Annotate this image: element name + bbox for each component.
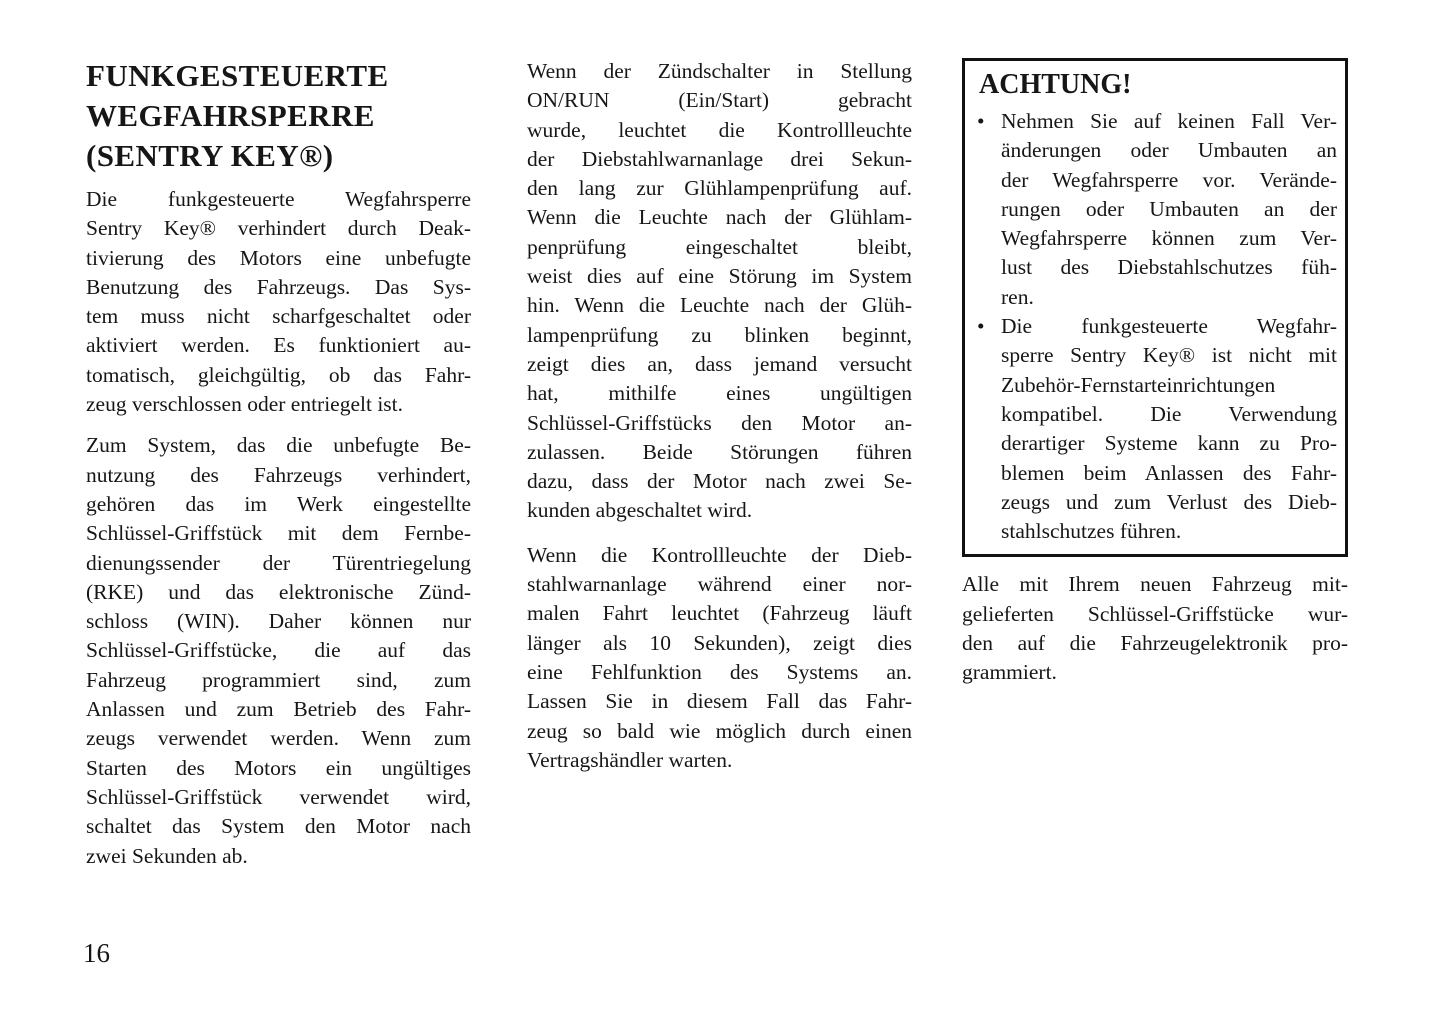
text-line: den lang zur Glühlampenprüfung auf. — [527, 176, 912, 201]
text-line: kunden abgeschaltet wird. — [527, 498, 753, 523]
text-line: nutzung des Fahrzeugs verhindert, — [86, 462, 471, 487]
text-line: änderungen oder Umbauten an — [1001, 138, 1337, 163]
column-left — [86, 56, 471, 871]
text-line: gehören das im Werk eingestellte — [86, 491, 471, 516]
text-line: aktiviert werden. Es funktioniert au- — [86, 333, 471, 358]
paragraph — [527, 57, 912, 526]
text-line: Zubehör-Fernstarteinrichtungen — [1001, 372, 1276, 397]
text-line: wurde, leuchtet die Kontrollleuchte — [527, 117, 912, 142]
text-line: hat, mithilfe eines ungültigen — [527, 381, 912, 406]
text-line: tem muss nicht scharfgeschaltet oder — [86, 304, 471, 329]
text-line: eine Fehlfunktion des Systems an. — [527, 659, 912, 684]
text-line: Fahrzeug programmiert sind, zum — [86, 667, 471, 692]
bullet-marker-icon: • — [977, 109, 985, 133]
text-line: penprüfung eingeschaltet bleibt, — [527, 234, 912, 259]
bullet-text — [1001, 312, 1337, 546]
text-line: zulassen. Beide Störungen führen — [527, 439, 912, 464]
text-line: Sentry Key® verhindert durch Deak- — [86, 216, 471, 241]
text-line: weist dies auf eine Störung im System — [527, 264, 912, 289]
text-line: malen Fahrt leuchtet (Fahrzeug läuft — [527, 601, 912, 626]
text-line: (RKE) und das elektronische Zünd- — [86, 579, 471, 604]
text-line: zeugs verwendet werden. Wenn zum — [86, 726, 471, 751]
text-line: ren. — [1001, 284, 1034, 309]
text-line: gelieferten Schlüssel-Griffstücke wur- — [962, 601, 1348, 626]
text-line: länger als 10 Sekunden), zeigt dies — [527, 630, 912, 655]
paragraph — [86, 431, 471, 870]
text-line: ON/RUN (Ein/Start) gebracht — [527, 88, 912, 113]
text-line: hin. Wenn die Leuchte nach der Glüh- — [527, 293, 912, 318]
text-line: Die funkgesteuerte Wegfahrsperre — [86, 187, 471, 211]
page-number: 16 — [83, 938, 110, 968]
text-line: tivierung des Motors eine unbefugte — [86, 245, 471, 270]
text-line: kompatibel. Die Verwendung — [1001, 401, 1337, 426]
text-line: Die funkgesteuerte Wegfahr- — [1001, 314, 1337, 339]
text-line: lampenprüfung zu blinken beginnt, — [527, 322, 912, 347]
text-line: blemen beim Anlassen des Fahr- — [1001, 460, 1337, 485]
text-line: stahlwarnanlage während einer nor- — [527, 572, 912, 597]
text-line: sperre Sentry Key® ist nicht mit — [1001, 343, 1337, 368]
paragraph — [86, 185, 471, 419]
text-line: Starten des Motors ein ungültiges — [86, 755, 471, 780]
text-line: dienungssender der Türentriegelung — [86, 550, 471, 575]
bullet-text — [1001, 107, 1337, 312]
text-line: Schlüssel-Griffstücks den Motor an- — [527, 410, 912, 435]
section-title-line: WEGFAHRSPERRE — [86, 98, 375, 133]
text-line: Anlassen und zum Betrieb des Fahr- — [86, 697, 471, 722]
text-line: den auf die Fahrzeugelektronik pro- — [962, 631, 1348, 656]
text-line: Benutzung des Fahrzeugs. Das Sys- — [86, 274, 471, 299]
text-line: Alle mit Ihrem neuen Fahrzeug mit- — [962, 572, 1348, 597]
text-line: Wenn die Leuchte nach der Glühlam- — [527, 205, 912, 230]
text-line: Lassen Sie in diesem Fall das Fahr- — [527, 689, 912, 714]
text-line: zwei Sekunden ab. — [86, 843, 248, 868]
warning-box — [962, 58, 1348, 557]
text-line: grammiert. — [962, 660, 1057, 685]
text-line: der Diebstahlwarnanlage drei Sekun- — [527, 146, 912, 171]
text-line: Vertragshändler warten. — [527, 747, 733, 772]
text-line: Schlüssel-Griffstück mit dem Fernbe- — [86, 521, 471, 546]
bullet-marker-icon: • — [977, 314, 985, 339]
text-line: zeigt dies an, dass jemand versucht — [527, 351, 912, 376]
text-line: Schlüssel-Griffstücke, die auf das — [86, 638, 471, 663]
text-line: tomatisch, gleichgültig, ob das Fahr- — [86, 362, 471, 387]
text-line: schloss (WIN). Daher können nur — [86, 609, 471, 634]
text-line: zeug verschlossen oder entriegelt ist. — [86, 392, 404, 417]
text-line: dazu, dass der Motor nach zwei Se- — [527, 469, 912, 494]
text-line: rungen oder Umbauten an der — [1001, 196, 1337, 221]
paragraph — [527, 541, 912, 775]
text-line: der Wegfahrsperre vor. Verände- — [1001, 167, 1337, 192]
column-right — [962, 58, 1348, 688]
text-line: derartiger Systeme kann zu Pro- — [1001, 431, 1337, 456]
text-line: stahlschutzes führen. — [1001, 519, 1182, 544]
section-title — [86, 56, 471, 176]
section-title-line: FUNKGESTEUERTE — [86, 58, 389, 93]
text-line: Wenn der Zündschalter in Stellung — [527, 59, 912, 83]
text-line: lust des Diebstahlschutzes füh- — [1001, 255, 1337, 280]
text-line: schaltet das System den Motor nach — [86, 814, 471, 839]
text-line: Zum System, das die unbefugte Be- — [86, 433, 471, 458]
warning-title: ACHTUNG! — [979, 69, 1132, 100]
text-line: Nehmen Sie auf keinen Fall Ver- — [1001, 109, 1337, 133]
text-line: zeugs und zum Verlust des Dieb- — [1001, 489, 1337, 514]
bullet-item — [977, 312, 1337, 546]
bullet-item — [977, 107, 1337, 312]
text-line: Schlüssel-Griffstück verwendet wird, — [86, 784, 471, 809]
column-middle — [527, 57, 912, 775]
text-line: Wenn die Kontrollleuchte der Dieb- — [527, 542, 912, 567]
section-title-line: (SENTRY KEY®) — [86, 138, 334, 173]
text-line: zeug so bald wie möglich durch einen — [527, 718, 912, 743]
text-line: Wegfahrsperre können zum Ver- — [1001, 226, 1337, 251]
paragraph — [962, 570, 1348, 687]
